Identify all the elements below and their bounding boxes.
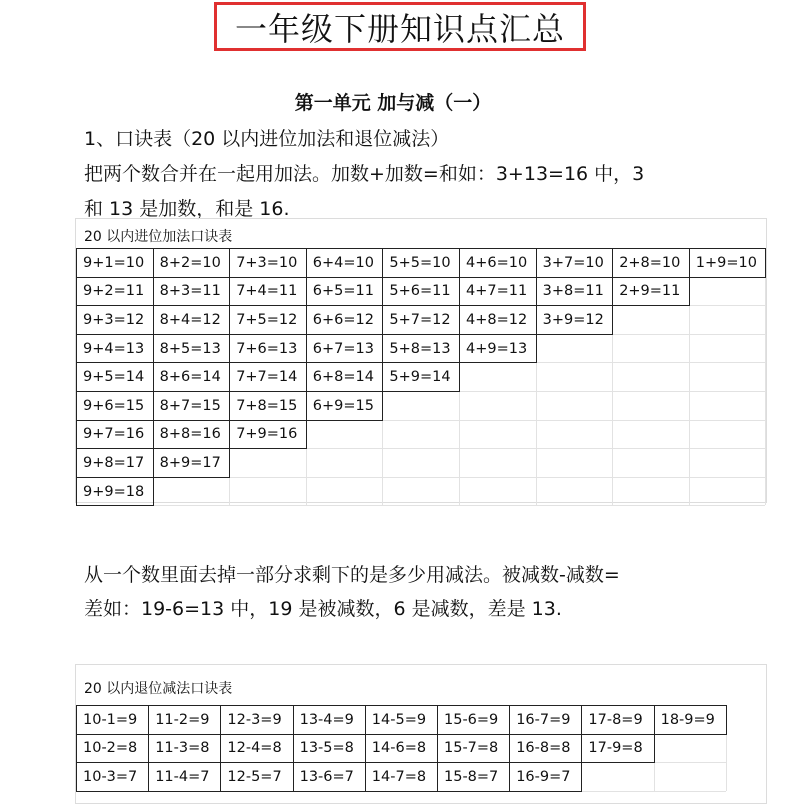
formula-cell: 9+1=10 [76, 248, 154, 278]
formula-cell: 3+8=11 [536, 277, 614, 307]
formula-cell: 4+7=11 [459, 277, 537, 307]
formula-cell: 13-5=8 [293, 734, 366, 764]
formula-cell: 17-9=8 [581, 734, 654, 764]
formula-cell: 9+2=11 [76, 277, 154, 307]
formula-cell: 16-7=9 [509, 705, 582, 735]
unit-heading: 第一单元 加与减（一） [294, 92, 492, 114]
formula-cell: 13-6=7 [293, 762, 366, 792]
formula-cell: 4+6=10 [459, 248, 537, 278]
addition-paragraph-line-2: 和 13 是加数，和是 16. [84, 198, 290, 220]
formula-cell: 14-7=8 [365, 762, 438, 792]
document-title: 一年级下册知识点汇总 [214, 2, 586, 51]
subtraction-table-caption: 20 以内退位减法口诀表 [84, 681, 233, 697]
formula-cell: 7+6=13 [229, 334, 307, 364]
formula-cell: 7+3=10 [229, 248, 307, 278]
formula-cell: 6+4=10 [306, 248, 384, 278]
formula-cell: 9+7=16 [76, 420, 154, 450]
formula-cell: 6+9=15 [306, 391, 384, 421]
formula-cell: 5+8=13 [382, 334, 460, 364]
formula-cell: 9+4=13 [76, 334, 154, 364]
formula-cell: 16-9=7 [509, 762, 582, 792]
formula-cell: 2+8=10 [612, 248, 690, 278]
formula-cell: 5+6=11 [382, 277, 460, 307]
formula-cell: 9+6=15 [76, 391, 154, 421]
grid-line [76, 505, 765, 506]
formula-cell: 5+5=10 [382, 248, 460, 278]
formula-cell: 15-8=7 [437, 762, 510, 792]
formula-cell: 4+9=13 [459, 334, 537, 364]
formula-cell: 14-5=9 [365, 705, 438, 735]
formula-cell: 14-6=8 [365, 734, 438, 764]
formula-cell: 5+7=12 [382, 305, 460, 335]
formula-cell: 6+8=14 [306, 362, 384, 392]
formula-cell: 6+6=12 [306, 305, 384, 335]
formula-cell: 7+9=16 [229, 420, 307, 450]
formula-cell: 9+5=14 [76, 362, 154, 392]
formula-cell: 18-9=9 [654, 705, 727, 735]
formula-cell: 6+5=11 [306, 277, 384, 307]
formula-cell: 7+5=12 [229, 305, 307, 335]
formula-cell: 10-1=9 [76, 705, 149, 735]
formula-cell: 8+4=12 [153, 305, 231, 335]
subtraction-paragraph-line-1: 从一个数里面去掉一部分求剩下的是多少用减法。被减数-减数= [84, 564, 620, 586]
formula-cell: 13-4=9 [293, 705, 366, 735]
formula-cell: 11-2=9 [148, 705, 221, 735]
formula-cell: 3+9=12 [536, 305, 614, 335]
formula-cell: 15-7=8 [437, 734, 510, 764]
formula-cell: 9+3=12 [76, 305, 154, 335]
subtraction-paragraph-line-2: 差如：19-6=13 中，19 是被减数，6 是减数，差是 13. [84, 598, 562, 620]
formula-cell: 12-5=7 [220, 762, 293, 792]
formula-cell: 7+8=15 [229, 391, 307, 421]
formula-cell: 7+7=14 [229, 362, 307, 392]
formula-cell: 12-4=8 [220, 734, 293, 764]
formula-cell: 7+4=11 [229, 277, 307, 307]
formula-cell: 12-3=9 [220, 705, 293, 735]
addition-table-caption: 20 以内进位加法口诀表 [84, 229, 233, 245]
formula-cell: 16-8=8 [509, 734, 582, 764]
formula-cell: 3+7=10 [536, 248, 614, 278]
grid-line [765, 248, 766, 505]
formula-cell: 8+6=14 [153, 362, 231, 392]
formula-cell: 5+9=14 [382, 362, 460, 392]
section-heading: 1、口诀表（20 以内进位加法和退位减法） [84, 128, 450, 150]
formula-cell: 11-4=7 [148, 762, 221, 792]
formula-cell: 10-3=7 [76, 762, 149, 792]
formula-cell: 11-3=8 [148, 734, 221, 764]
formula-cell: 15-6=9 [437, 705, 510, 735]
formula-cell: 6+7=13 [306, 334, 384, 364]
formula-cell: 4+8=12 [459, 305, 537, 335]
formula-cell: 8+9=17 [153, 448, 231, 478]
formula-cell: 8+8=16 [153, 420, 231, 450]
addition-paragraph-line-1: 把两个数合并在一起用加法。加数+加数=和如：3+13=16 中，3 [84, 163, 645, 185]
formula-cell: 17-8=9 [581, 705, 654, 735]
formula-cell: 8+2=10 [153, 248, 231, 278]
formula-cell: 2+9=11 [612, 277, 690, 307]
formula-cell: 9+9=18 [76, 477, 154, 507]
formula-cell: 8+5=13 [153, 334, 231, 364]
formula-cell: 8+7=15 [153, 391, 231, 421]
formula-cell: 9+8=17 [76, 448, 154, 478]
formula-cell: 10-2=8 [76, 734, 149, 764]
formula-cell: 1+9=10 [689, 248, 767, 278]
formula-cell: 8+3=11 [153, 277, 231, 307]
